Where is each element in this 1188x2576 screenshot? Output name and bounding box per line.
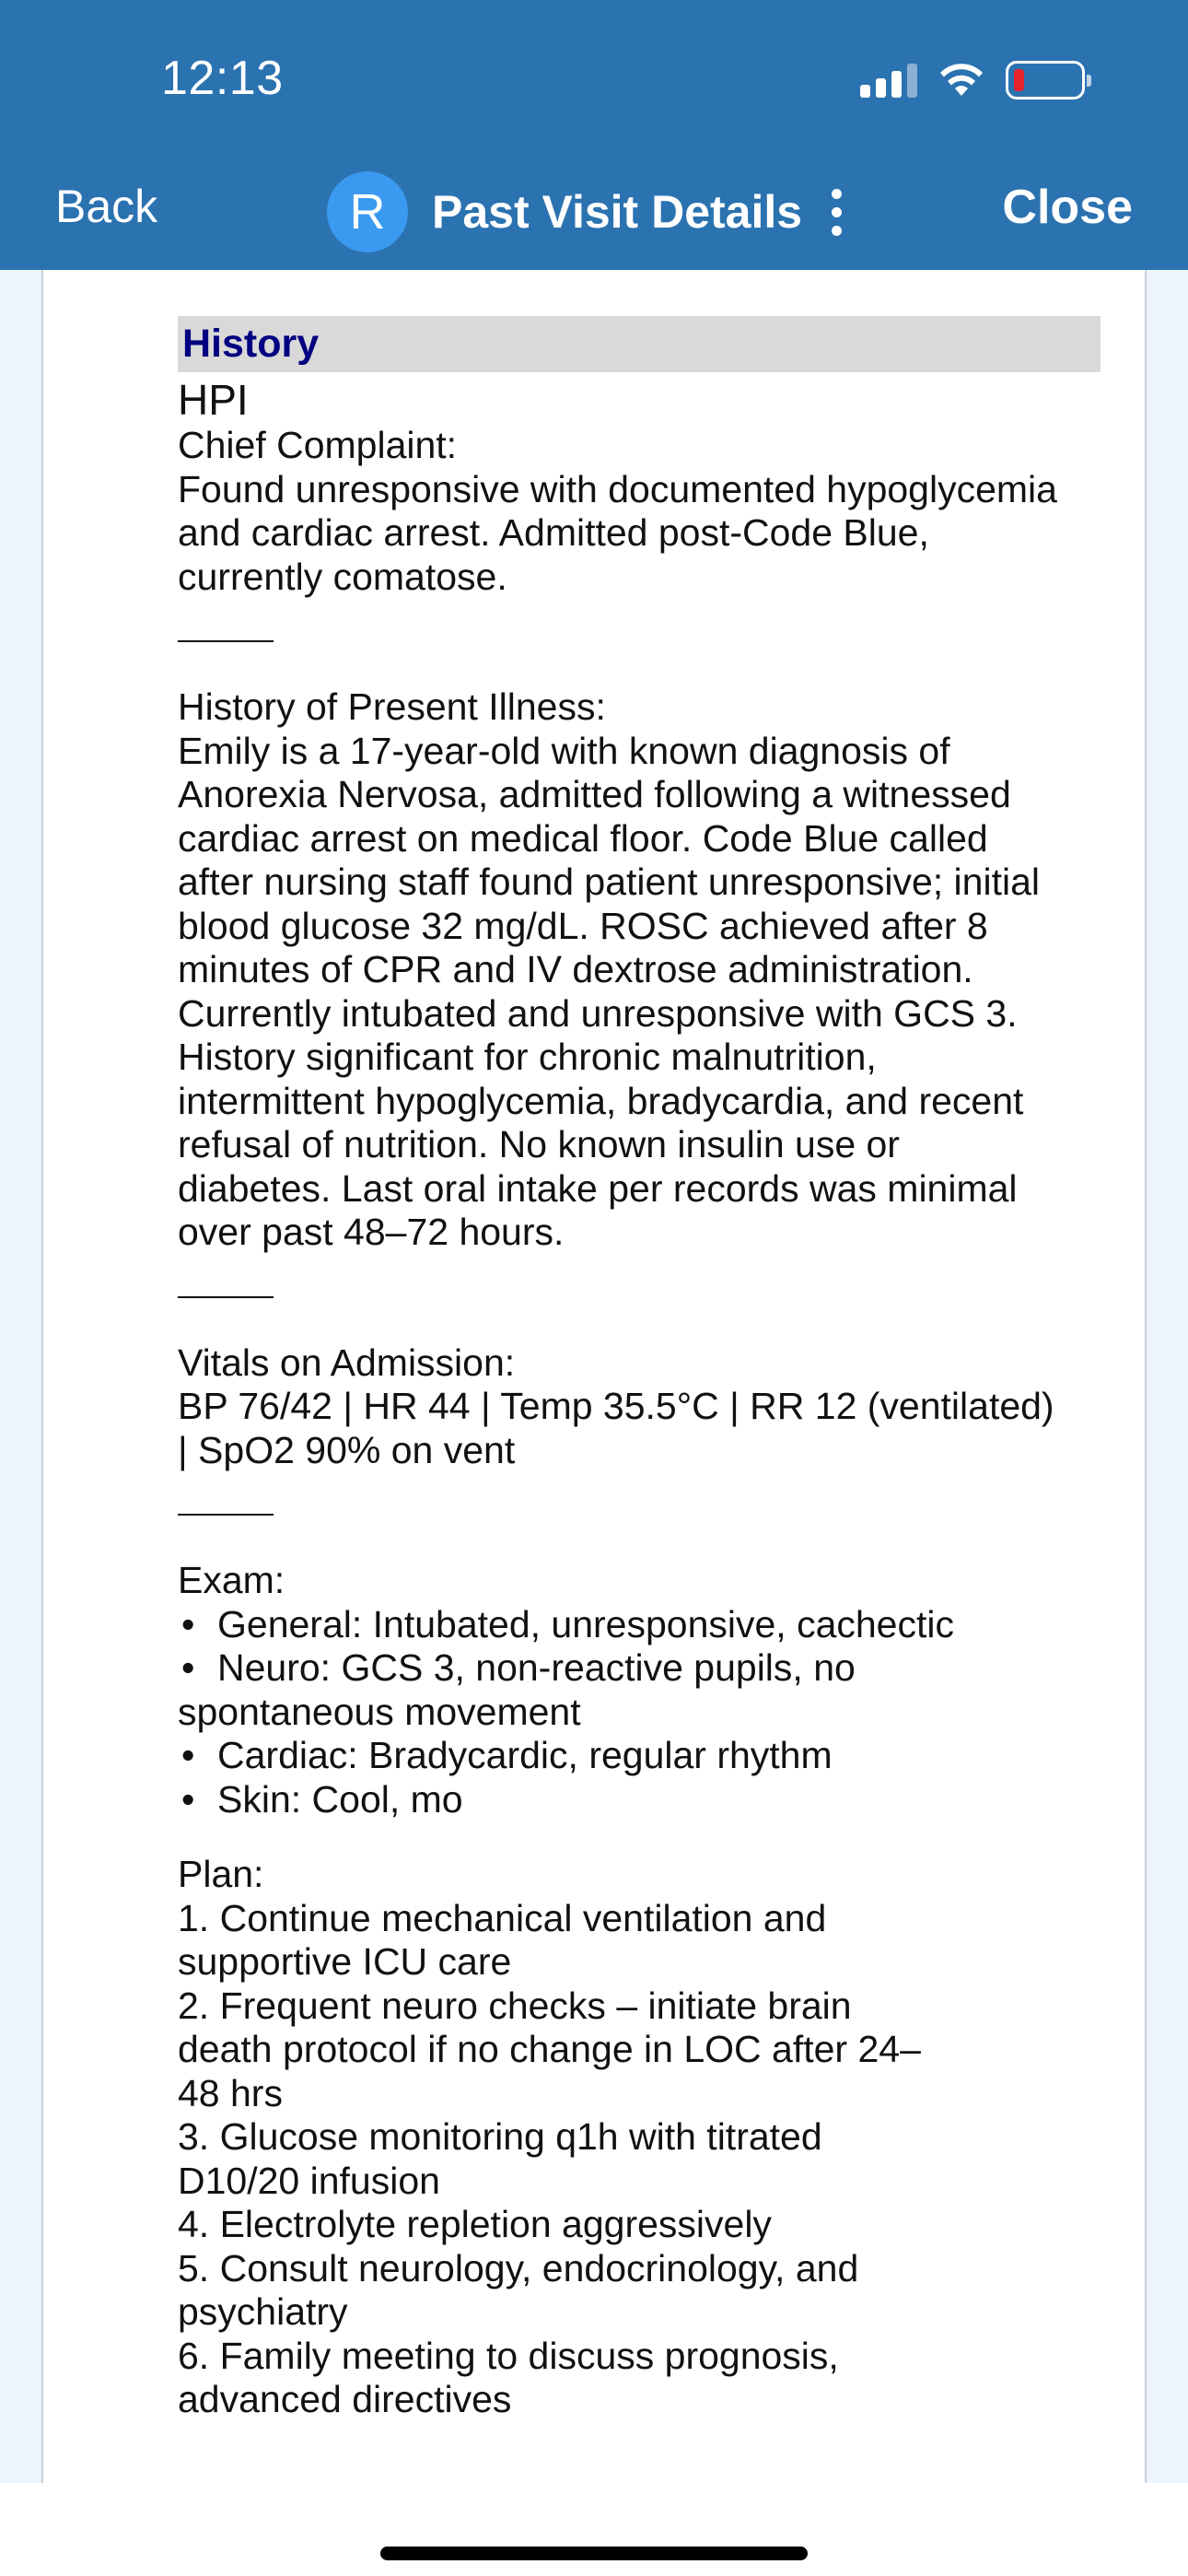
bullet: • [181,1646,195,1689]
more-vertical-icon[interactable] [832,189,842,236]
status-icons [860,57,1085,103]
chief-complaint-line: currently comatose. [178,555,507,598]
exam-text: General: Intubated, unresponsive, cachectic [217,1602,954,1645]
divider [178,1514,274,1516]
plan-line: 4. Electrolyte repletion aggressively [178,2203,772,2245]
bullet: • [181,1777,195,1821]
divider [178,1296,274,1298]
plan-line: death protocol if no change in LOC after 24– [178,2028,921,2070]
nav-title-group [327,171,842,252]
divider [178,640,274,642]
plan-line: 6. Family meeting to discuss prognosis, [178,2334,839,2377]
spacer [178,1821,1101,1853]
plan-line: psychiatry [178,2290,348,2333]
chief-complaint-label: Chief Complaint: [178,424,458,466]
exam-text: Skin: Cool, mo [217,1777,463,1821]
exam-item-neuro [178,1646,1101,1691]
section-header-history: History [178,316,1101,372]
plan-line: 2. Frequent neuro checks – initiate brain [178,1984,852,2027]
hpi-line: over past 48–72 hours. [178,1211,565,1253]
cellular-signal-icon [860,63,917,98]
exam-item-skin [178,1778,1101,1822]
back-button[interactable]: Back [55,181,158,232]
hpi-line: History significant for chronic malnutrition, [178,1036,877,1078]
hpi-title: History of Present Illness: [178,685,606,728]
hpi-line: Emily is a 17-year-old with known diagnosis of [178,729,950,772]
exam-text: Neuro: GCS 3, non-reactive pupils, no [217,1646,856,1689]
hpi-line: blood glucose 32 mg/dL. ROSC achieved after 8 [178,904,988,947]
plan-line: 1. Continue mechanical ventilation and [178,1896,827,1939]
vitals-line: | SpO2 90% on vent [178,1428,516,1471]
avatar[interactable]: R [327,171,408,252]
hpi-line: intermittent hypoglycemia, bradycardia, and recent [178,1079,1024,1122]
hpi-line: Currently intubated and unresponsive with GCS 3. [178,991,1018,1035]
chief-complaint-line: and cardiac arrest. Admitted post-Code Blue, [178,511,929,554]
plan-line: 5. Consult neurology, endocrinology, and [178,2246,859,2289]
exam-item-general [178,1603,1101,1647]
hpi-line: cardiac arrest on medical floor. Code Blue called [178,816,988,860]
plan-line: advanced directives [178,2378,512,2420]
home-area [0,2483,1188,2576]
plan-line: supportive ICU care [178,1940,512,1983]
hpi-line: after nursing staff found patient unresponsive; initial [178,861,1040,903]
vitals-line: BP 76/42 | HR 44 | Temp 35.5°C | RR 12 (ventilated) [178,1385,1054,1427]
plan-title: Plan: [178,1853,264,1895]
hpi-line: minutes of CPR and IV dextrose administration. [178,948,973,990]
close-button[interactable]: Close [1002,181,1133,234]
bullet: • [181,1602,195,1645]
plan-line: 48 hrs [178,2071,283,2114]
vitals-title: Vitals on Admission: [178,1341,516,1384]
hpi-line: refusal of nutrition. No known insulin use or [178,1123,900,1165]
page-title: Past Visit Details [432,186,803,238]
hpi-line: Anorexia Nervosa, admitted following a witnessed [178,773,1011,815]
exam-item-cardiac [178,1734,1101,1778]
status-time: 12:13 [161,52,284,105]
visit-note-content [178,316,1101,2422]
battery-low-icon [1006,61,1085,100]
plan-line: 3. Glucose monitoring q1h with titrated [178,2115,822,2158]
bullet: • [181,1734,195,1776]
home-indicator[interactable] [380,2547,808,2560]
exam-title: Exam: [178,1559,285,1601]
top-bar [0,0,1188,270]
hpi-heading: HPI [178,376,249,424]
wifi-icon [938,63,985,98]
exam-text: Cardiac: Bradycardic, regular rhythm [217,1734,833,1776]
hpi-line: diabetes. Last oral intake per records was minimal [178,1166,1018,1210]
chief-complaint-line: Found unresponsive with documented hypoglycemia [178,467,1057,510]
exam-text-continued: spontaneous movement [178,1690,581,1733]
plan-line: D10/20 infusion [178,2159,440,2202]
